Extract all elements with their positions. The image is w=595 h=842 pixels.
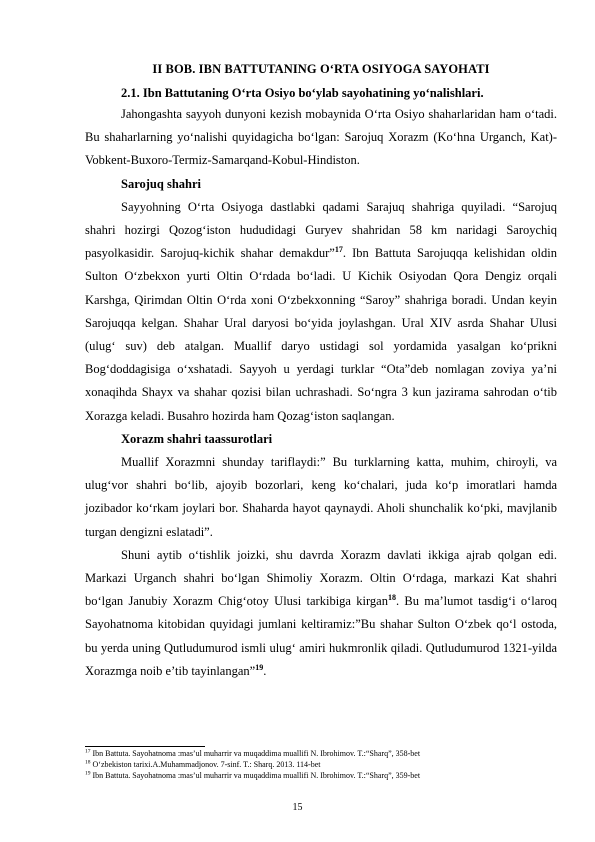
footnote-text: Ibn Battuta. Sayohatnoma :mas’ul muharrir va muqaddima muallifi N. Ibrohimov. T.:“Sharq”, 359-bet: [90, 771, 421, 780]
footnotes: [85, 748, 557, 781]
page-number: 15: [292, 802, 303, 813]
footnote-17: [85, 748, 557, 759]
page-content: [85, 62, 557, 683]
paragraph-xorazm-description: Muallif Xorazmni shunday tariflaydi:” Bu turklarning katta, muhim, chiroyli, va ulug‘vor shahri bo‘lib, ajoyib bozorlari, keng ko‘chalari, juda ko‘p imoratlari hamda jozibador ko‘rkam joylari bor. Shaharda hayot qaynaydi. Aholi shunchalik ko‘pki, mavjlanib turgan dengizni eslatadi”.: [85, 455, 557, 539]
footnote-19: [85, 770, 557, 781]
heading-sarojuq: Sarojuq shahri: [121, 176, 202, 191]
footnote-text: Ibn Battuta. Sayohatnoma :mas’ul muharrir va muqaddima muallifi N. Ibrohimov. T.:“Sharq”, 358-bet: [90, 749, 421, 758]
footnote-ref-19[interactable]: 19: [255, 662, 264, 672]
paragraph-text: Shuni aytib o‘tishlik joizki, shu davrda Xorazm davlati ikkiga ajrab qolgan edi. Markazi Urganch shahri bo‘lgan Shimoliy Xorazm. Oltin O‘rdaga, markazi Kat shahri bo‘lgan Janubiy Xorazm Chig‘otoy Ulusi tarkibiga kirgan: [85, 547, 557, 609]
footnote-ref-17[interactable]: 17: [334, 245, 343, 255]
paragraph-text: . Ibn Battuta Sarojuqqa kelishidan oldin Sulton O‘zbekxon yurti Oltin O‘rdada bo‘ladi. U Kichik Osiyodan Qora Dengiz orqali Karshga, Qirimdan Oltin O‘rda xoni O‘zbekxonning “Saroy” shahriga boradi. Undan keyin Sarojuqqa kelgan. Shahar Ural daryosi bo‘yida joylashgan. Ural XIV asrda Shahar Ulusi (ulug‘ suv) deb atalgan. Muallif daryo ustidagi sol yordamida yasalgan ko‘prikni Bog‘doddagisiga o‘xshatadi. Sayyoh u yerdagi turklar “Ota”deb nomlagan zoviya ya’ni xonaqihda Shayx va shahar qozisi bilan uchrashadi. So‘ngra 3 kun jazirama sahrodan o‘tib Xorazga keladi. Busahro hozirda ham Qozag‘iston saqlangan.: [85, 246, 557, 423]
footnote-number: 19: [85, 770, 91, 777]
chapter-title: II BOB. IBN BATTUTANING O‘RTA OSIYOGA SAYOHATI: [152, 62, 490, 76]
footnote-number: 18: [85, 759, 91, 766]
paragraph-xorazm-history: [85, 544, 557, 683]
footnote-divider: [85, 746, 205, 747]
paragraph-text: . Bu ma’lumot tasdig‘i o‘laroq Sayohatnoma kitobidan quyidagi jumlani keltiramiz:”Bu shahar Sulton O‘zbek qo‘l ostoda, bu yerda uning Qutludumurod ismli ulug‘ amiri hukmronlik qiladi. Qutludumurod 1321-yilda Xorazmga noib e’tib tayinlangan”: [85, 594, 557, 678]
paragraph-sarojuq: [85, 196, 557, 428]
paragraph-text: Sayyohning O‘rta Osiyoga dastlabki qadami Sarajuq shahriga quyiladi. “Sarojuq shahri hozirgi Qozog‘iston hududidagi Guryev shahridan 58 km naridagi Saroychiq pasyolkasidir. Sarojuq-kichik shahar demakdur”: [85, 199, 557, 261]
footnote-number: 17: [85, 748, 91, 755]
heading-xorazm: Xorazm shahri taassurotlari: [121, 431, 273, 446]
footnote-text: O‘zbekiston tarixi.A.Muhammadjonov. 7-sinf. T.: Sharq. 2013. 114-bet: [90, 760, 321, 769]
section-title: 2.1. Ibn Battutaning O‘rta Osiyo bo‘ylab sayohatining yo‘nalishlari.: [121, 86, 484, 100]
footnote-18: [85, 759, 557, 770]
footnote-ref-18[interactable]: 18: [387, 593, 396, 603]
paragraph-text: .: [263, 663, 267, 678]
intro-paragraph: Jahongashta sayyoh dunyoni kezish mobaynida O‘rta Osiyo shaharlaridan ham o‘tadi. Bu shaharlarning yo‘nalishi quyidagicha bo‘lgan: Sarojuq Xorazm (Ko‘hna Urganch, Kat)-Vobkent-Buxoro-Termiz-Samarqand-Kobul-Hindiston.: [85, 107, 557, 168]
